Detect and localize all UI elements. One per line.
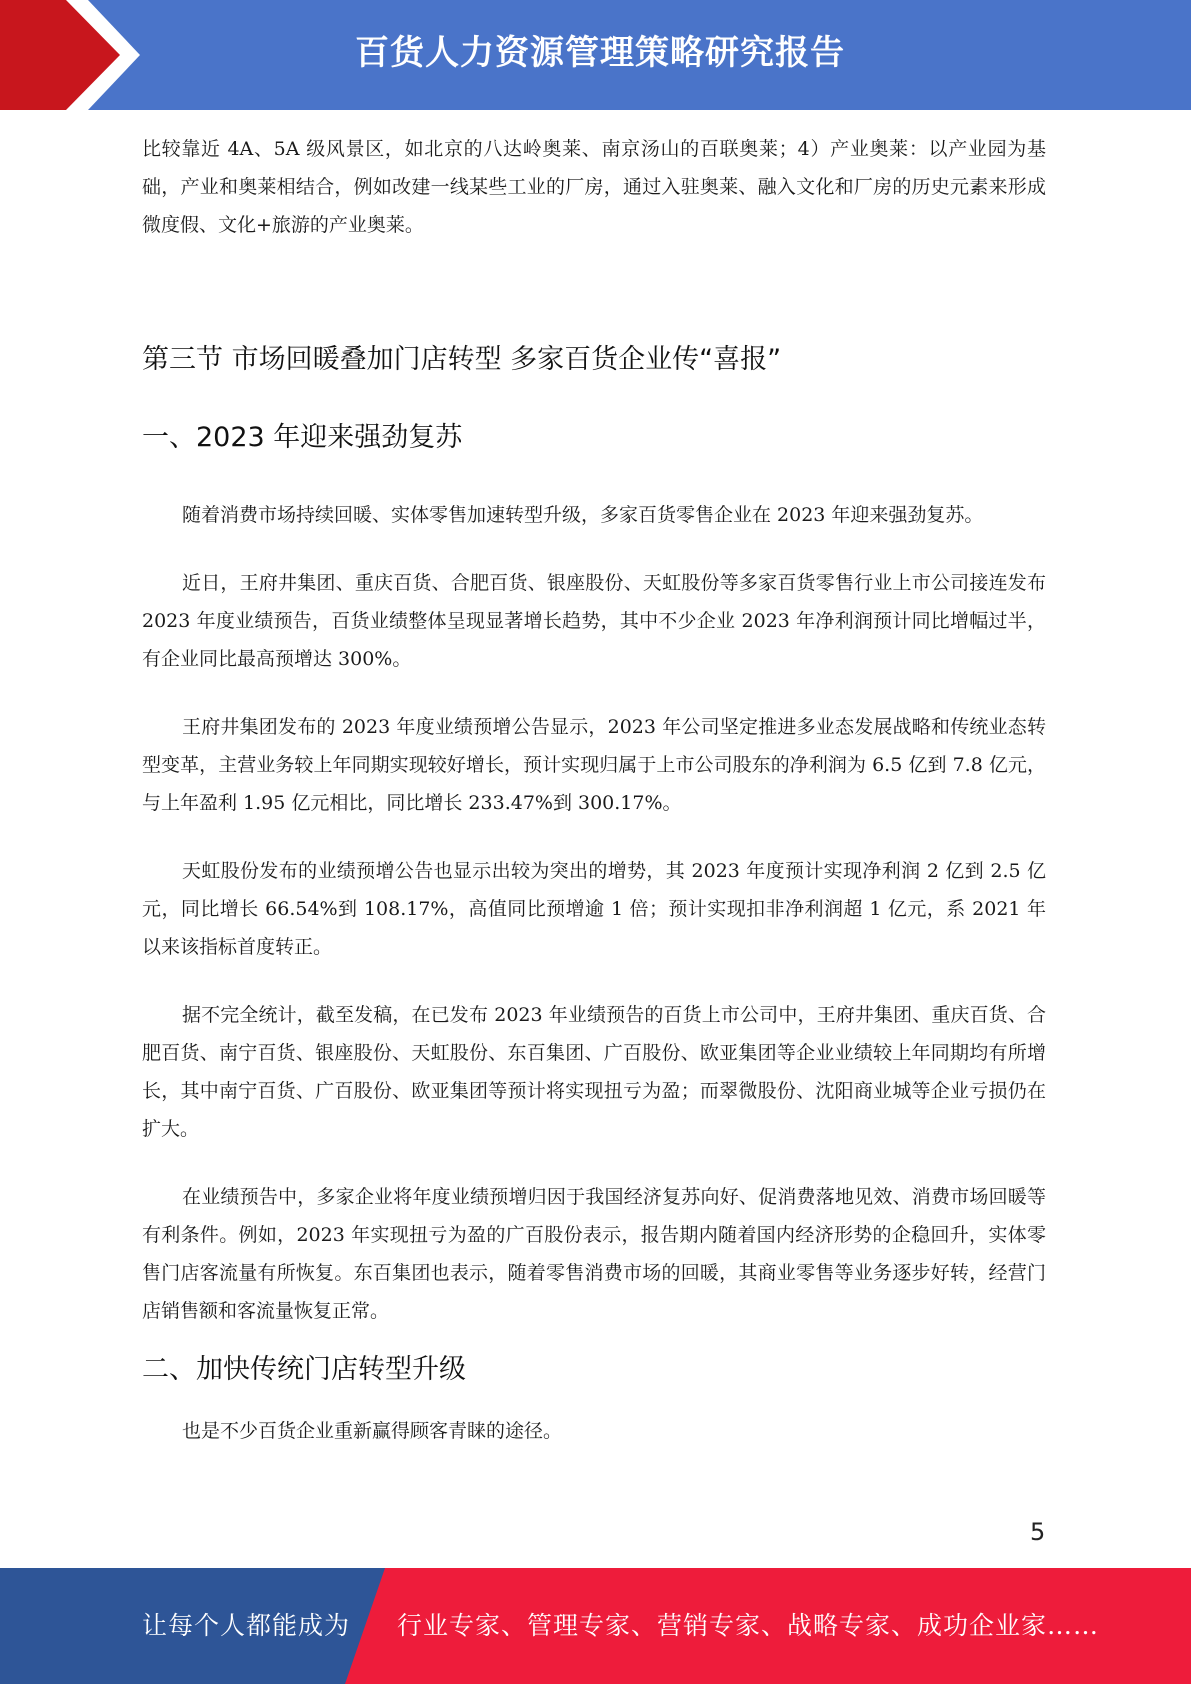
paragraph-transformation: 也是不少百货企业重新赢得顾客青睐的途径。 — [182, 1420, 563, 1442]
paragraph-statistics: 据不完全统计，截至发稿，在已发布 2023 年业绩预告的百货上市公司中，王府井集团、重庆百货、合肥百货、南宁百货、银座股份、天虹股份、东百集团、广百股份、欧亚集团等企业业绩较上年同期均有所增长，其中南宁百货、广百股份、欧亚集团等预计将实现扭亏为盈；而翠微股份、沈阳商业城等企业亏损仍在扩大。 — [142, 1004, 1046, 1140]
page-header — [0, 0, 1191, 110]
footer-slogan-left: 让每个人都能成为 — [142, 1611, 351, 1640]
subsection-title-recovery: 一、2023 年迎来强劲复苏 — [142, 422, 463, 453]
footer-slogan-right: 行业专家、管理专家、营销专家、战略专家、成功企业家…… — [397, 1611, 1100, 1640]
header-chevron-decoration — [0, 0, 160, 110]
paragraph-tianhong: 天虹股份发布的业绩预增公告也显示出较为突出的增势，其 2023 年度预计实现净利润 2 亿到 2.5 亿元，同比增长 66.54%到 108.17%，高值同比预增逾 1 倍；预计实现扣非净利润超 1 亿元，系 2021 年以来该指标首度转正。 — [142, 860, 1046, 958]
page-content — [142, 130, 1046, 1450]
paragraph-wangfujing: 王府井集团发布的 2023 年度业绩预增公告显示，2023 年公司坚定推进多业态发展战略和传统业态转型变革，主营业务较上年同期实现较好增长，预计实现归属于上市公司股东的净利润为 6.5 亿到 7.8 亿元，与上年盈利 1.95 亿元相比，同比增长 233.47%到 300.17%。 — [142, 716, 1046, 814]
paragraph-outlet-types: 比较靠近 4A、5A 级风景区，如北京的八达岭奥莱、南京汤山的百联奥莱；4）产业奥莱：以产业园为基础，产业和奥莱相结合，例如改建一线某些工业的厂房，通过入驻奥莱、融入文化和厂房的历史元素来形成微度假、文化+旅游的产业奥莱。 — [142, 138, 1046, 236]
paragraph-earnings-forecast: 近日，王府井集团、重庆百货、合肥百货、银座股份、天虹股份等多家百货零售行业上市公司接连发布 2023 年度业绩预告，百货业绩整体呈现显著增长趋势，其中不少企业 2023 年净利润预计同比增幅过半，有企业同比最高预增达 300%。 — [142, 572, 1046, 670]
subsection-title-transformation: 二、加快传统门店转型升级 — [142, 1354, 466, 1385]
section-title: 第三节 市场回暖叠加门店转型 多家百货企业传“喜报” — [142, 344, 782, 375]
report-title: 百货人力资源管理策略研究报告 — [355, 33, 845, 73]
page-footer — [0, 1568, 1191, 1684]
paragraph-attribution: 在业绩预告中，多家企业将年度业绩预增归因于我国经济复苏向好、促消费落地见效、消费市场回暖等有利条件。例如，2023 年实现扭亏为盈的广百股份表示，报告期内随着国内经济形势的企稳回升，实体零售门店客流量有所恢复。东百集团也表示，随着零售消费市场的回暖，其商业零售等业务逐步好转，经营门店销售额和客流量恢复正常。 — [142, 1186, 1046, 1322]
page-number: 5 — [1030, 1518, 1046, 1546]
paragraph-recovery-intro: 随着消费市场持续回暖、实体零售加速转型升级，多家百货零售企业在 2023 年迎来强劲复苏。 — [182, 504, 984, 526]
